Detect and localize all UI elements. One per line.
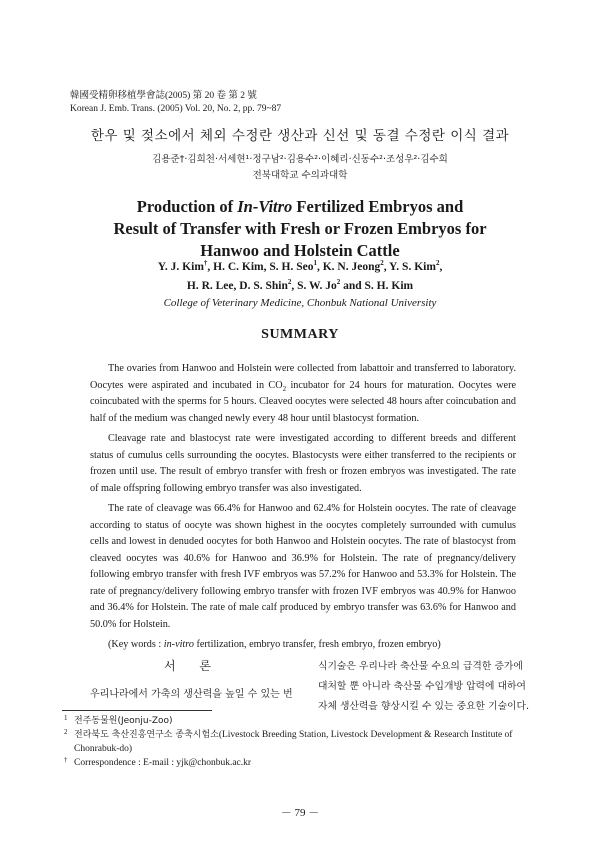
summary-paragraph-1: The ovaries from Hanwoo and Holstein were collected from labattoir and transferred to laboratory. Oocytes were aspirated and incubated in $CO_2$ incubator for 24 hours for maturation. Oocytes were coincubated with the sperms for 5 hours. Cleaved oocytes were selected 48 hours after coincubation and half of the medium was changed newly every 48 hour until blastocyst formation.	[90, 363, 516, 424]
footnote-correspondence: † Correspondence : E-mail : yjk@chonbuk.ac.kr	[64, 756, 252, 768]
intro-right-column	[318, 657, 544, 717]
page-number: － 79 －	[280, 807, 320, 819]
summary-paragraph-2: Cleavage rate and blastocyst rate were investigated according to different breeds and different status of cumulus cells surrounding the oocytes. Blastocysts were either transferred to the recipients or frozen until use. The result of embryo transfer with fresh or frozen embryos was investigated. The rate of male offspring following embryo transfer was also investigated.	[90, 433, 516, 494]
english-title-line-3: Hanwoo and Holstein Cattle	[200, 241, 400, 260]
intro-left-text: 우리나라에서 가축의 생산력을 높일 수 있는 번	[90, 689, 293, 700]
korean-title: 한우 및 젖소에서 체외 수정란 생산과 신선 및 동결 수정란 이식 결과	[90, 128, 510, 144]
intro-heading: 서 론	[164, 659, 221, 673]
english-affiliation: College of Veterinary Medicine, Chonbuk National University	[163, 297, 437, 309]
summary-heading: SUMMARY	[261, 327, 339, 342]
footnote-2: 2 전라북도 축산진흥연구소 종축시험소(Livestock Breeding Station, Livestock Development & Research Institute of Chonrabuk-do)	[64, 728, 513, 754]
korean-affiliation: 전북대학교 수의과대학	[252, 170, 348, 181]
intro-left-column	[90, 657, 295, 700]
english-title-line-2: Result of Transfer with Fresh or Frozen Embryos for	[113, 219, 487, 238]
intro-right-line-1: 식기술은 우리나라 축산물 수요의 급격한 증가에	[318, 661, 523, 672]
footnotes	[62, 714, 546, 770]
english-authors-line-2: H. R. Lee, D. S. Shin$^2$, S. W. Jo$^2$ and S. H. Kim	[186, 278, 414, 292]
footnote-divider	[62, 710, 212, 711]
english-authors-line-1: Y. J. Kim†, H. C. Kim, S. H. Seo$^1$, K. N. Jeong$^2$, Y. S. Kim$^2$,	[157, 259, 443, 273]
summary-body	[90, 361, 516, 654]
journal-citation-korean: 韓國受精卵移植學會誌(2005) 第 20 卷 第 2 號	[70, 91, 257, 101]
journal-citation-english: Korean J. Emb. Trans. (2005) Vol. 20, No. 2, pp. 79~87	[70, 104, 282, 114]
summary-paragraph-3: The rate of cleavage was 66.4% for Hanwoo and 62.4% for Holstein oocytes. The rate of cleavage according to status of oocyte was shown highest in the oocytes completely surrounded with cumulus cells and lowest in denuded oocytes for both Hanwoo and Holstein oocytes. The rate of blastocyst from cleaved oocytes was 40.6% for Hanwoo and 36.9% for Holstein. The rate of pregnancy/delivery following embryo transfer with fresh IVF embryos was 57.2% for Hanwoo and 53.3% for Holstein. The rate of pregnancy/delivery following embryo transfer with frozen IVF embryos was 40.9% for Hanwoo and 36.4% for Holstein. The rate of male calf produced by embryo transfer was 63.6% for Hanwoo and 50.0% for Holstein.	[90, 503, 516, 630]
footnote-1: 1 전주동물원(Jeonju-Zoo)	[64, 714, 173, 726]
korean-authors: 김용준†·김희천·서세현¹·정구남²·김용수²·이혜리·신동수²·조성우²·김수희	[152, 154, 448, 165]
intro-right-line-3: 자체 생산력을 향상시킬 수 있는 중요한 기술이다.	[318, 701, 530, 712]
summary-keywords: (Key words : in-vitro fertilization, embryo transfer, fresh embryo, frozen embryo)	[108, 639, 441, 650]
english-title	[0, 196, 600, 262]
english-authors	[0, 258, 600, 296]
journal-citation	[70, 90, 281, 116]
english-title-line-1: Production of In-Vitro Fertilized Embryos and	[136, 197, 464, 216]
intro-right-line-2: 대처할 뿐 아니라 축산물 수입개방 압력에 대하여	[318, 681, 526, 692]
